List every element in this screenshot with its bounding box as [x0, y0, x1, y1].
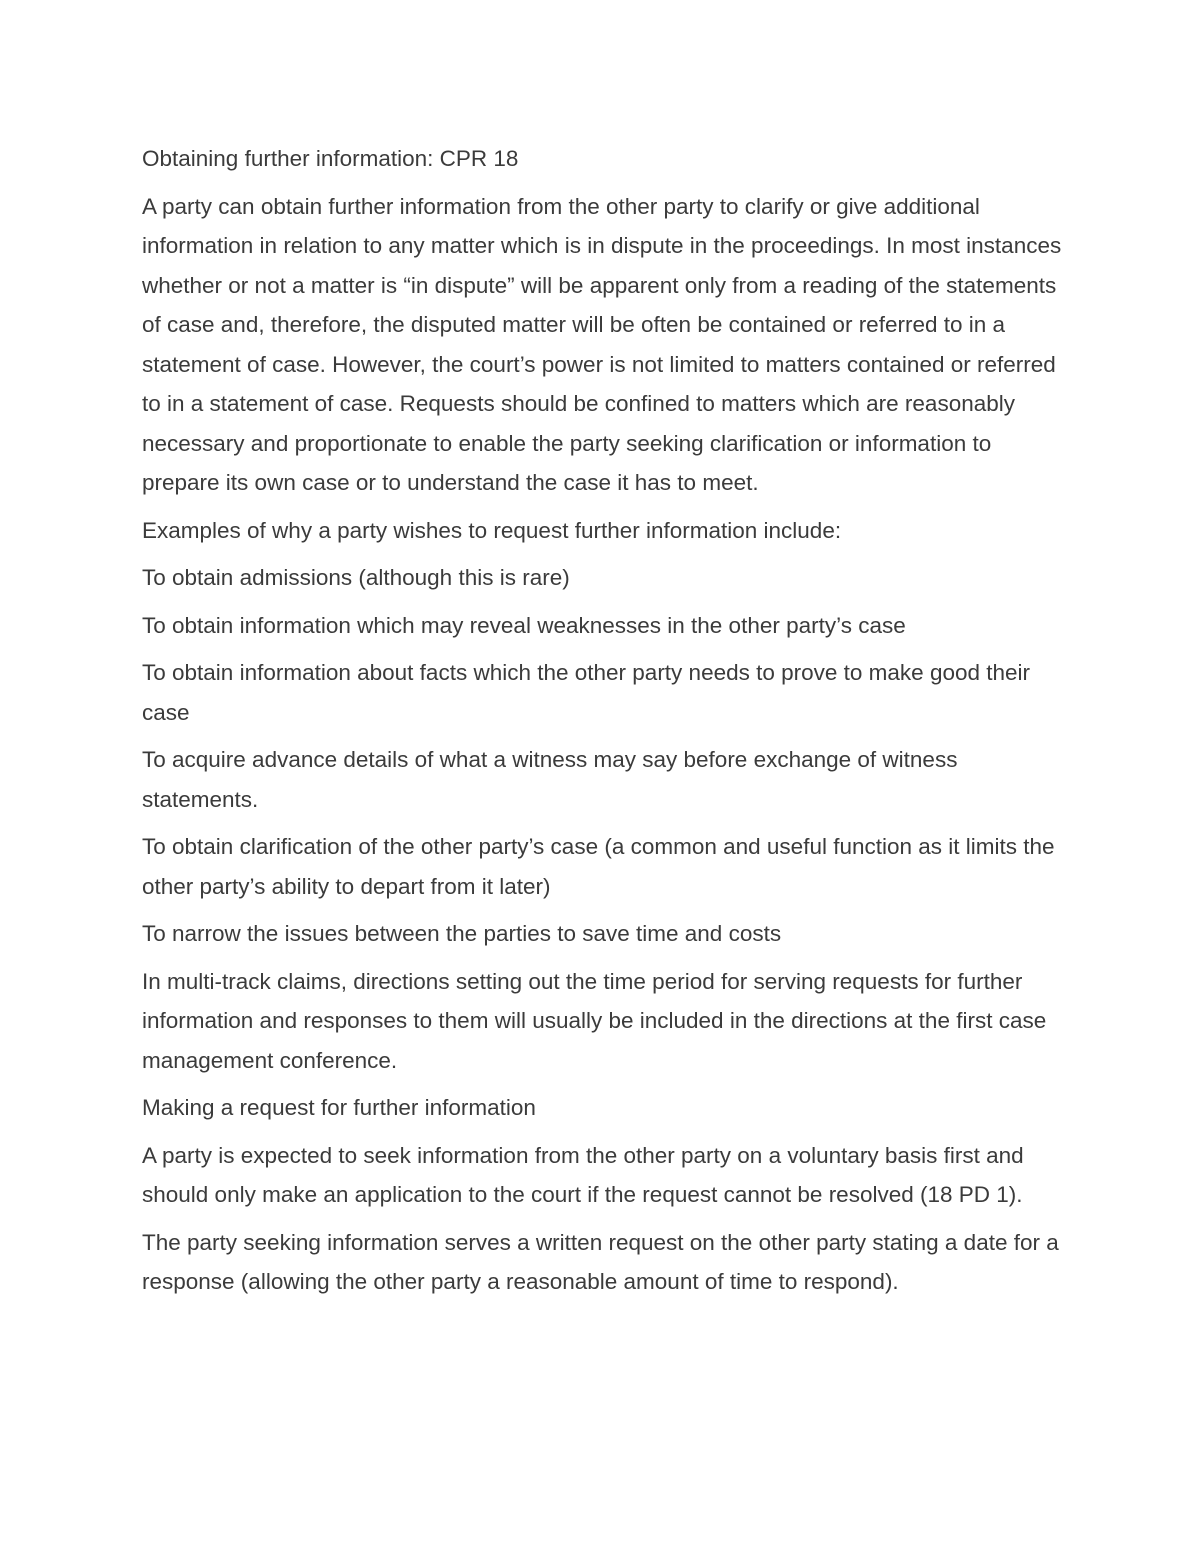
list-item: To narrow the issues between the parties to save time and costs	[142, 921, 782, 946]
list-item: To obtain clarification of the other party’s case (a common and useful function as it limits the other party’s ability to depart from it later)	[142, 834, 1055, 899]
body-paragraph: A party is expected to seek information from the other party on a voluntary basis first and should only make an application to the court if the request cannot be resolved (18 PD 1).	[142, 1142, 1024, 1207]
list-item: To obtain information about facts which the other party needs to prove to make good their case	[142, 660, 1031, 725]
body-paragraph: In multi-track claims, directions setting out the time period for serving requests for further information and responses to them will usually be included in the directions at the first case management conference.	[142, 968, 1047, 1073]
section-heading: Making a request for further information	[142, 1095, 536, 1120]
body-paragraph: A party can obtain further information from the other party to clarify or give additional information in relation to any matter which is in dispute in the proceedings. In most instances whether or not a matter is “in dispute” will be apparent only from a reading of the statements of case and, therefore, the disputed matter will be often be contained or referred to in a statement of case. However, the court’s power is not limited to matters contained or referred to in a statement of case. Requests should be confined to matters which are reasonably necessary and proportionate to enable the party seeking clarification or information to prepare its own case or to understand the case it has to meet.	[142, 193, 1062, 495]
list-item: To acquire advance details of what a witness may say before exchange of witness statements.	[142, 747, 958, 812]
body-paragraph: The party seeking information serves a written request on the other party stating a date for a response (allowing the other party a reasonable amount of time to respond).	[142, 1229, 1059, 1294]
list-item: To obtain information which may reveal weaknesses in the other party’s case	[142, 612, 906, 638]
section-heading: Obtaining further information: CPR 18	[142, 146, 519, 171]
body-paragraph: Examples of why a party wishes to request further information include:	[142, 517, 842, 543]
document-body	[142, 139, 1062, 1310]
list-item: To obtain admissions (although this is rare)	[142, 565, 570, 590]
